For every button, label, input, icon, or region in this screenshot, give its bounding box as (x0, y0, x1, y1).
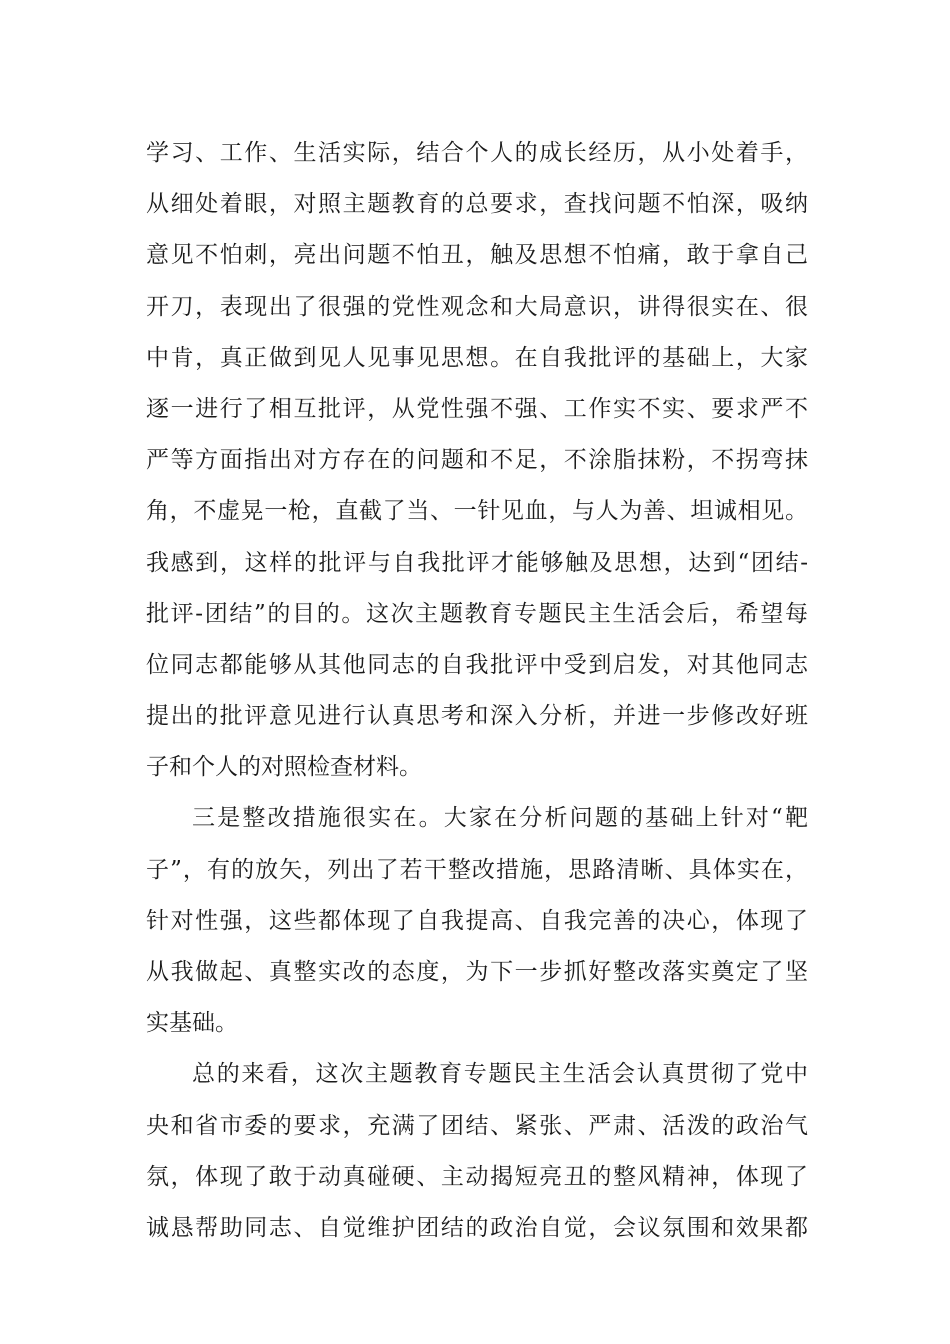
paragraph-first-line: 总的来看，这次主题教育专题民主生活会认真贯彻了党中 (192, 1061, 808, 1088)
text-line: 子”，有的放矢，列出了若干整改措施，思路清晰、具体实在， (146, 856, 808, 883)
body-text (146, 128, 826, 1254)
text-line: 诚恳帮助同志、自觉维护团结的政治自觉，会议氛围和效果都 (146, 1214, 808, 1241)
text-line: 意见不怕刺，亮出问题不怕丑，触及思想不怕痛，敢于拿自己 (146, 242, 808, 269)
text-line: 实基础。 (146, 1010, 238, 1037)
text-line: 提出的批评意见进行认真思考和深入分析，并进一步修改好班 (146, 703, 808, 730)
text-line: 严等方面指出对方存在的问题和不足，不涂脂抹粉，不拐弯抹 (146, 447, 808, 474)
text-line: 从我做起、真整实改的态度，为下一步抓好整改落实奠定了坚 (146, 959, 808, 985)
text-line: 我感到，这样的批评与自我批评才能够触及思想，达到“团结- (146, 549, 808, 576)
text-line: 子和个人的对照检查材料。 (146, 754, 422, 781)
text-line: 位同志都能够从其他同志的自我批评中受到启发，对其他同志 (146, 651, 808, 678)
text-line: 学习、工作、生活实际，结合个人的成长经历，从小处着手， (146, 140, 808, 166)
text-line: 针对性强，这些都体现了自我提高、自我完善的决心，体现了 (146, 907, 808, 934)
text-line: 氛，体现了敢于动真碰硬、主动揭短亮丑的整风精神，体现了 (146, 1163, 808, 1190)
text-line: 中肯，真正做到见人见事见思想。在自我批评的基础上，大家 (146, 344, 808, 371)
text-line: 央和省市委的要求，充满了团结、紧张、严肃、活泼的政治气 (146, 1112, 808, 1139)
text-line: 批评-团结”的目的。这次主题教育专题民主生活会后，希望每 (146, 600, 808, 627)
text-line: 从细处着眼，对照主题教育的总要求，查找问题不怕深，吸纳 (146, 191, 808, 218)
text-line: 开刀，表现出了很强的党性观念和大局意识，讲得很实在、很 (146, 293, 808, 320)
text-line: 逐一进行了相互批评，从党性强不强、工作实不实、要求严不 (146, 395, 808, 422)
paragraph-first-line: 三是整改措施很实在。大家在分析问题的基础上针对“靶 (192, 805, 808, 832)
text-line: 角，不虚晃一枪，直截了当、一针见血，与人为善、坦诚相见。 (146, 498, 808, 525)
